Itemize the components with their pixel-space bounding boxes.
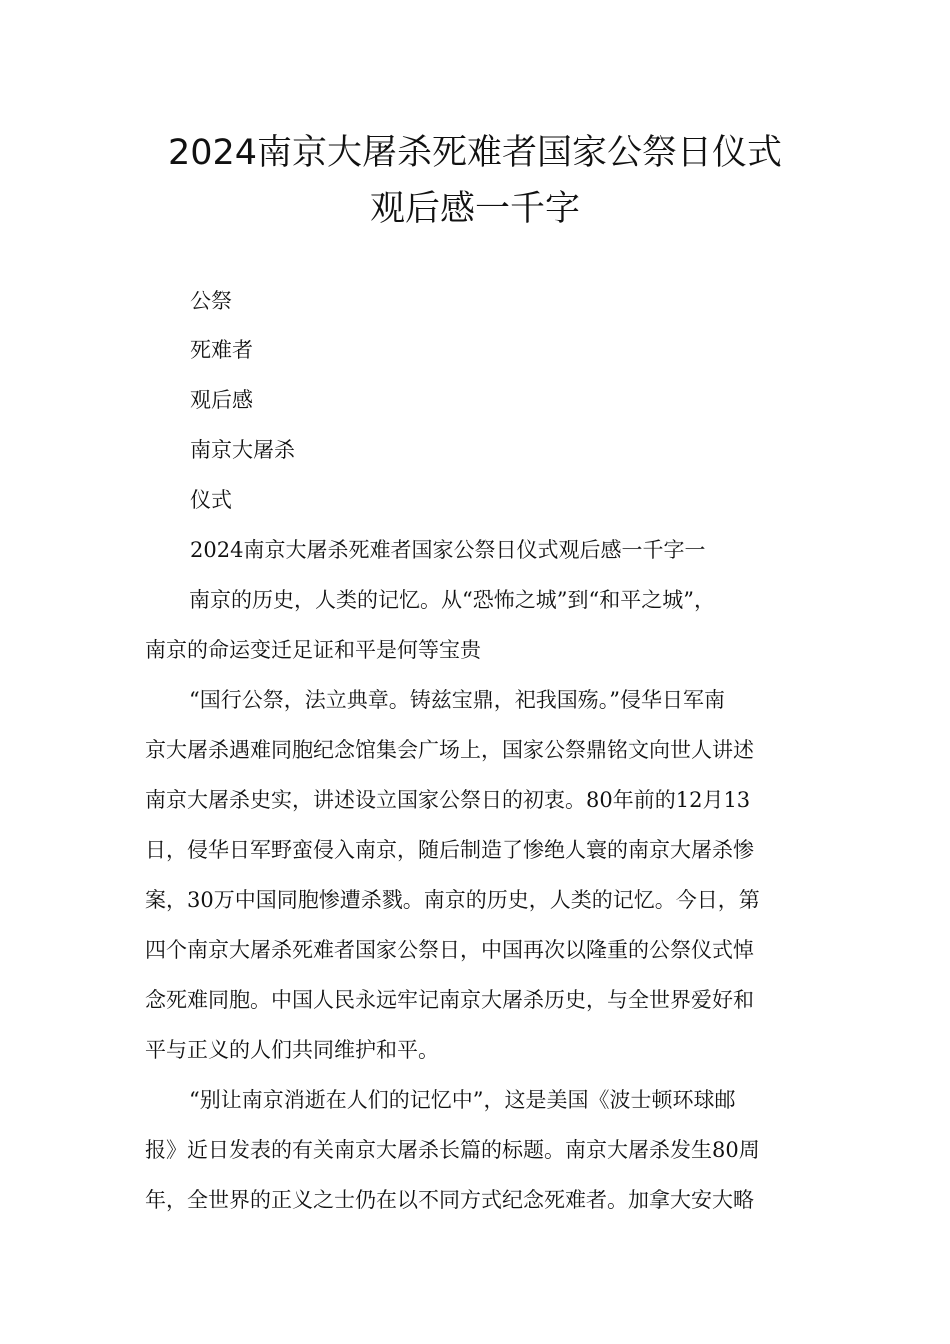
paragraph-line: 念死难同胞。中国人民永远牢记南京大屠杀历史，与全世界爱好和 (145, 988, 754, 1012)
paragraph-line: 四个南京大屠杀死难者国家公祭日，中国再次以隆重的公祭仪式悼 (145, 938, 754, 962)
paragraph-line: “国行公祭，法立典章。铸兹宝鼎，祀我国殇。”侵华日军南 (189, 688, 725, 712)
keyword: 死难者 (190, 338, 253, 362)
document-title-line-2: 观后感一千字 (369, 189, 580, 229)
paragraph-line: 南京的命运变迁足证和平是何等宝贵 (145, 638, 481, 662)
keyword: 仪式 (190, 488, 232, 512)
paragraph-1 (145, 575, 805, 675)
paragraph-line: 报》近日发表的有关南京大屠杀长篇的标题。南京大屠杀发生80周 (145, 1138, 760, 1162)
document-title-line-1: 2024南京大屠杀死难者国家公祭日仪式 (167, 133, 783, 173)
paragraph-2 (145, 675, 805, 1075)
paragraph-line: 南京大屠杀史实，讲述设立国家公祭日的初衷。80年前的12月13 (145, 788, 751, 812)
paragraph-line: 年，全世界的正义之士仍在以不同方式纪念死难者。加拿大安大略 (145, 1188, 754, 1212)
paragraph-line: “别让南京消逝在人们的记忆中”，这是美国《波士顿环球邮 (189, 1088, 736, 1112)
document-subtitle: 2024南京大屠杀死难者国家公祭日仪式观后感一千字一 (190, 538, 706, 562)
paragraph-line: 案，30万中国同胞惨遭杀戮。南京的历史，人类的记忆。今日，第 (145, 888, 760, 912)
paragraph-line: 京大屠杀遇难同胞纪念馆集会广场上，国家公祭鼎铭文向世人讲述 (145, 738, 754, 762)
keyword: 公祭 (190, 289, 232, 313)
keyword: 观后感 (190, 388, 253, 412)
paragraph-3 (145, 1075, 805, 1225)
paragraph-line: 日，侵华日军野蛮侵入南京，随后制造了惨绝人寰的南京大屠杀惨 (145, 838, 754, 862)
paragraph-line: 南京的历史，人类的记忆。从“恐怖之城”到“和平之城”， (189, 588, 715, 612)
keyword: 南京大屠杀 (190, 438, 295, 462)
paragraph-line: 平与正义的人们共同维护和平。 (145, 1038, 439, 1062)
